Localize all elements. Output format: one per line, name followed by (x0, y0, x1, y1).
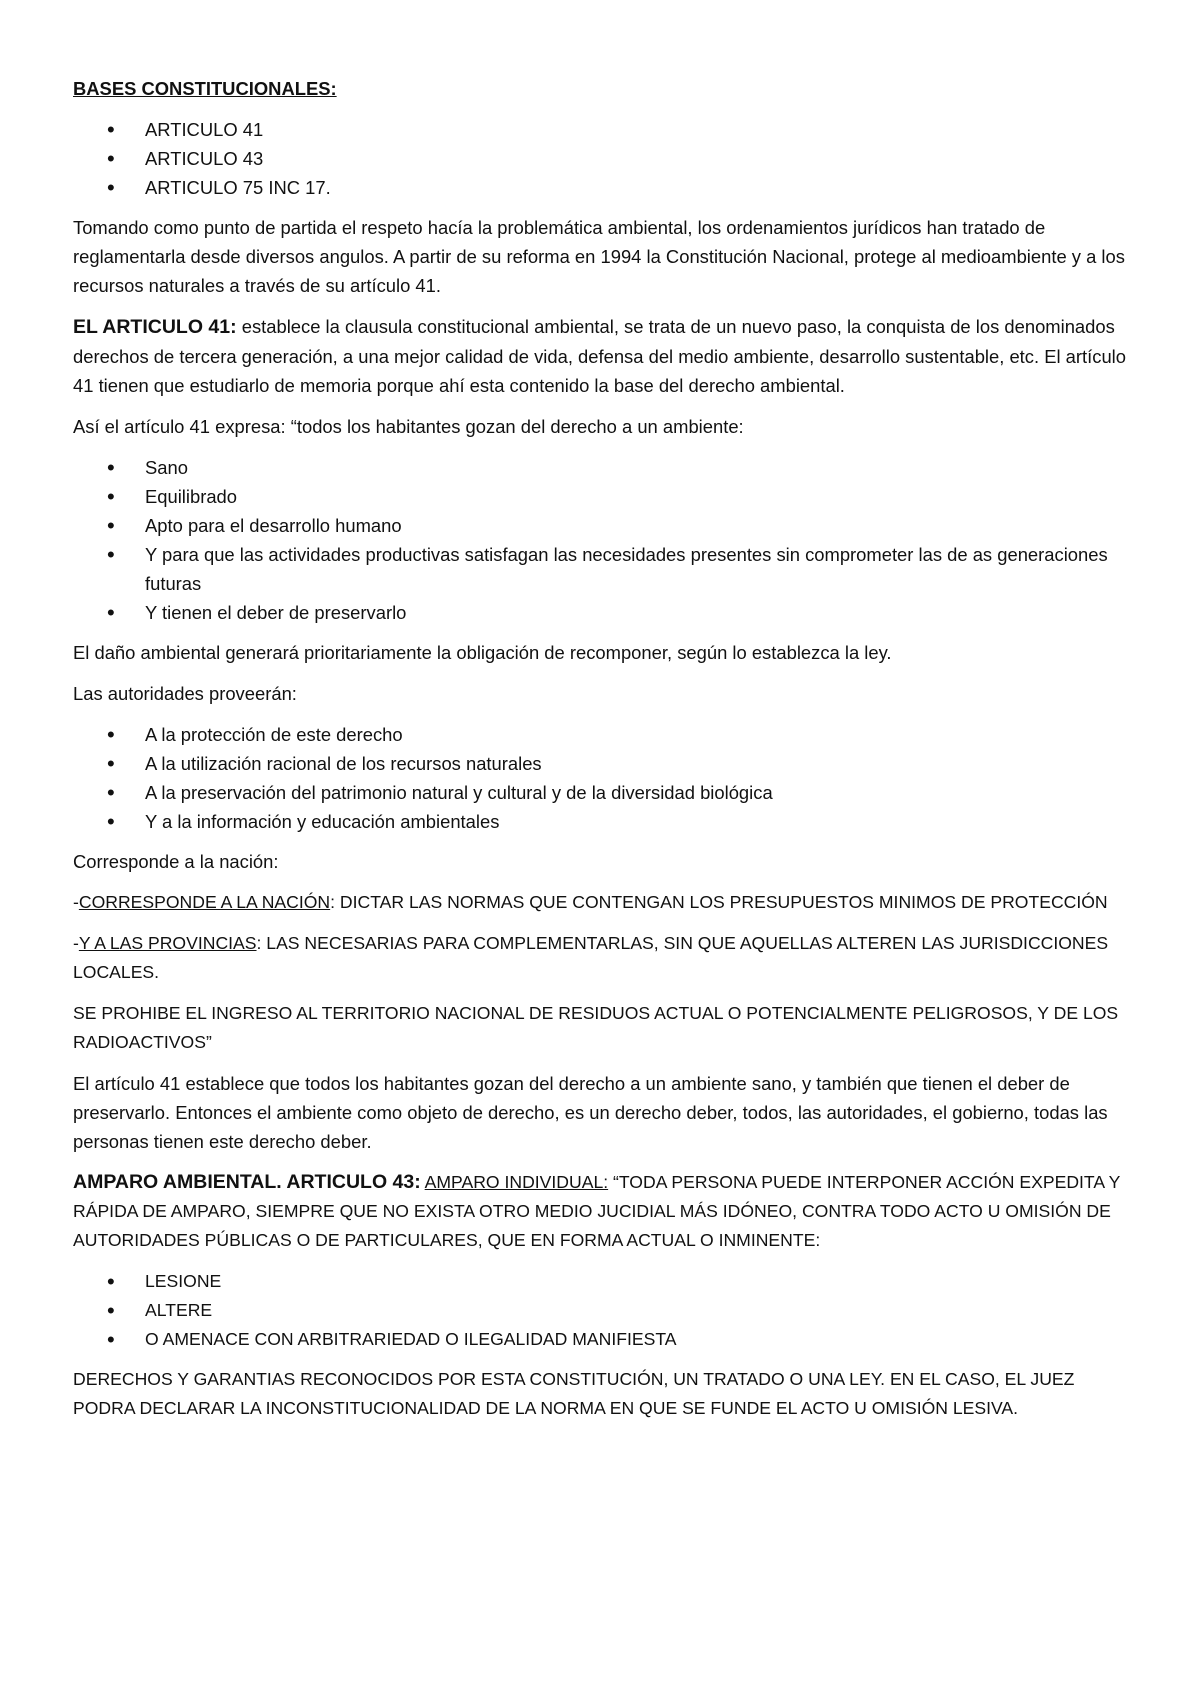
list-item: • O AMENACE CON ARBITRARIEDAD O ILEGALIDAD MANIFIESTA (145, 1325, 1132, 1354)
list-item: • A la utilización racional de los recursos naturales (145, 749, 1132, 778)
nacion-paragraph (73, 888, 1132, 917)
derechos-paragraph: DERECHOS Y GARANTIAS RECONOCIDOS POR ESTA CONSTITUCIÓN, UN TRATADO O UNA LEY. EN EL CASO, EL JUEZ PODRA DECLARAR LA INCONSTITUCIONALIDAD DE LA NORMA EN QUE SE FUNDE EL ACTO U OMISIÓN LESIVA. (73, 1369, 1075, 1418)
amparo-paragraph (73, 1168, 1132, 1255)
articles-list (73, 115, 1132, 202)
establece-paragraph: El artículo 41 establece que todos los habitantes gozan del derecho a un ambiente sano, y también que tienen el deber de preservarlo. Entonces el ambiente como objeto de derecho, es un derecho deber, todos, las autoridades, el gobierno, todas las personas tienen este derecho deber. (73, 1073, 1108, 1152)
list-item: • Y a la información y educación ambientales (145, 807, 1132, 836)
list-item: • LESIONE (145, 1267, 1132, 1296)
list-item: • Equilibrado (145, 482, 1132, 511)
list-item: • Apto para el desarrollo humano (145, 511, 1132, 540)
provincias-paragraph (73, 929, 1132, 987)
corresponde-paragraph: Corresponde a la nación: (73, 851, 279, 872)
list-item: • A la protección de este derecho (145, 720, 1132, 749)
list-item: • ALTERE (145, 1296, 1132, 1325)
art41-lead: EL ARTICULO 41: (73, 316, 237, 338)
amparo-label: AMPARO INDIVIDUAL: (424, 1172, 609, 1192)
autoridades-paragraph: Las autoridades proveerán: (73, 683, 297, 704)
prohibe-paragraph: SE PROHIBE EL INGRESO AL TERRITORIO NACIONAL DE RESIDUOS ACTUAL O POTENCIALMENTE PELIGROSOS, Y DE LOS RADIOACTIVOS” (73, 1003, 1119, 1052)
list-item: • A la preservación del patrimonio natural y cultural y de la diversidad biológica (145, 778, 1132, 807)
provincias-text: : LAS NECESARIAS PARA COMPLEMENTARLAS, SIN QUE AQUELLAS ALTEREN LAS JURISDICCIONES LOCALES. (73, 933, 1109, 982)
dano-paragraph: El daño ambiental generará prioritariamente la obligación de recomponer, según lo establezca la ley. (73, 642, 892, 663)
list-item: • Y tienen el deber de preservarlo (145, 598, 1132, 627)
ambiente-list (73, 453, 1132, 627)
provincias-label: Y A LAS PROVINCIAS (78, 933, 257, 953)
section-heading: BASES CONSTITUCIONALES: (73, 78, 337, 99)
nacion-dash: - (73, 892, 79, 912)
list-item: • ARTICULO 43 (145, 144, 1132, 173)
list-item: • ARTICULO 41 (145, 115, 1132, 144)
nacion-text: : DICTAR LAS NORMAS QUE CONTENGAN LOS PRESUPUESTOS MINIMOS DE PROTECCIÓN (330, 892, 1108, 912)
autoridades-list (73, 720, 1132, 836)
list-item: • ARTICULO 75 INC 17. (145, 173, 1132, 202)
art41-paragraph (73, 312, 1132, 400)
art41-body: establece la clausula constitucional ambiental, se trata de un nuevo paso, la conquista de los denominados derechos de tercera generación, a una mejor calidad de vida, defensa del medio ambiente, desarrollo sustentable, etc. El artículo 41 tienen que estudiarlo de memoria porque ahí esta contenido la base del derecho ambiental. (73, 316, 1126, 396)
amparo-list (73, 1267, 1132, 1354)
provincias-dash: - (73, 933, 79, 953)
amparo-text: “TODA PERSONA PUEDE INTERPONER ACCIÓN EXPEDITA Y RÁPIDA DE AMPARO, SIEMPRE QUE NO EXISTA OTRO MEDIO JUCIDIAL MÁS IDÓNEO, CONTRA TODO ACTO U OMISIÓN DE AUTORIDADES PÚBLICAS O DE PARTICULARES, QUE EN FORMA ACTUAL O INMINENTE: (73, 1172, 1121, 1250)
art41-expresa-paragraph: Así el artículo 41 expresa: “todos los habitantes gozan del derecho a un ambiente: (73, 416, 744, 437)
list-item: • Sano (145, 453, 1132, 482)
intro-paragraph: Tomando como punto de partida el respeto hacía la problemática ambiental, los ordenamientos jurídicos han tratado de reglamentarla desde diversos angulos. A partir de su reforma en 1994 la Constitución Nacional, protege al medioambiente y a los recursos naturales a través de su artículo 41. (73, 217, 1125, 296)
amparo-lead: AMPARO AMBIENTAL. ARTICULO 43: (73, 1171, 421, 1193)
nacion-label: CORRESPONDE A LA NACIÓN (78, 892, 331, 912)
list-item: • Y para que las actividades productivas satisfagan las necesidades presentes sin comprometer las de as generaciones futuras (145, 540, 1132, 598)
